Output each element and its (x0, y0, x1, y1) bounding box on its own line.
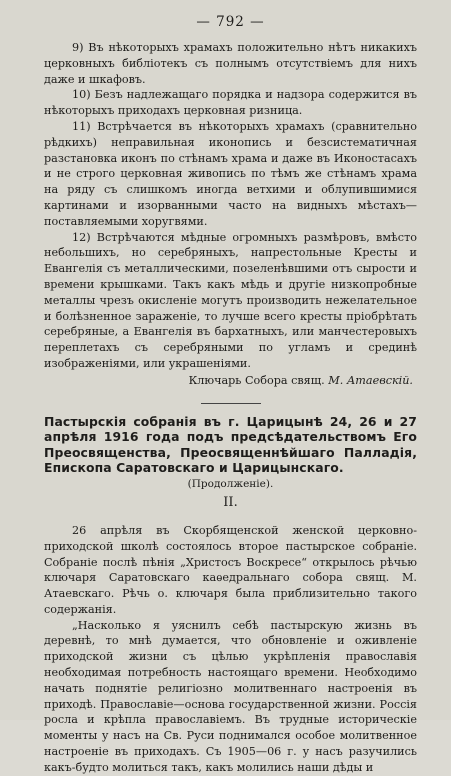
signature-name: М. Атаевскій. (328, 373, 413, 387)
continued-note: (Продолженіе). (187, 477, 274, 490)
section-numeral: II. (223, 494, 238, 510)
paragraph-speech: „Насколько я уяснилъ себѣ пастырскую жизнь въ деревнѣ, то мнѣ думается, что обновленіе и оживленіе приходской жизни съ цѣлью укрѣпленія православія необходимая потребность настоящаго времени. Необходимо начать поднятіе религіозно молитвеннаго настроенія въ приходѣ. Православіе—основа государственной жизни. Россія росла и крѣпла православіемъ. Въ трудные историческіе моменты у насъ на Св. Руси поднимался особое молитвенное настроеніе въ приходахъ. Съ 1905—06 г. у насъ разучились какъ-будто молиться такъ, какъ молились наши дѣды и (44, 618, 417, 774)
paragraph-meeting-intro: 26 апрѣля въ Скорбященской женской церковно-приходской школѣ состоялось второе пастырское собраніе. Собраніе послѣ пѣнія „Христосъ Воскресе“ открылось рѣчью ключаря Саратовскаго каѳедральнаго собора свящ. М. Атаевскаго. Рѣчь о. ключаря была приблизительно такого содержанія. (44, 523, 417, 616)
page-number: — 792 — (196, 14, 265, 30)
signature-line (44, 373, 417, 389)
paragraph-item-11: 11) Встрѣчается въ нѣкоторыхъ храмахъ (сравнительно рѣдкихъ) неправильная иконопись и безсистематичная разстановка иконъ по стѣнамъ храма и даже въ Иконостасахъ и не строго церковная живопись по тѣмъ же стѣнамъ храма на ряду съ слишкомъ иногда ветхими и облупившимися картинами и изорванными часто на видныхъ мѣстахъ—поставляемыми хоругвями. (44, 119, 417, 228)
paragraph-item-10: 10) Безъ надлежащаго порядка и надзора содержится въ нѣкоторыхъ приходахъ церковная ризница. (44, 88, 417, 118)
section-divider (201, 403, 261, 404)
paragraph-item-12: 12) Встрѣчаются мѣдные огромныхъ размѣровъ, вмѣсто небольшихъ, но серебряныхъ, напрестольные Кресты и Евангелія съ металлическими, позеленѣвшими отъ сырости и времени крышками. Такъ какъ мѣдь и другіе низкопробные металлы чрезъ окисленіе могутъ производить нежелательное и болѣзненное зараженіе, то лучше всего кресты пріобрѣтать серебряные, а Евангелія въ бархатныхъ, или манчестеровыхъ переплетахъ съ серебряными по угламъ и срединѣ изображеніями, или украшеніями. (44, 230, 417, 370)
article-heading: Пастырскія собранія въ г. Царицынѣ 24, 26 и 27 апрѣля 1916 года подъ предсѣдательствомъ Его Преосвященства, Преосвященнѣйшаго Палладія, Епископа Саратовскаго и Царицынскаго. (44, 413, 417, 476)
signature-title: Ключарь Собора свящ. (188, 373, 325, 387)
paragraph-item-9: 9) Въ нѣкоторыхъ храмахъ положительно нѣтъ никакихъ церковныхъ библіотекъ съ полнымъ отсутствіемъ для нихъ даже и шкафовъ. (44, 41, 417, 86)
